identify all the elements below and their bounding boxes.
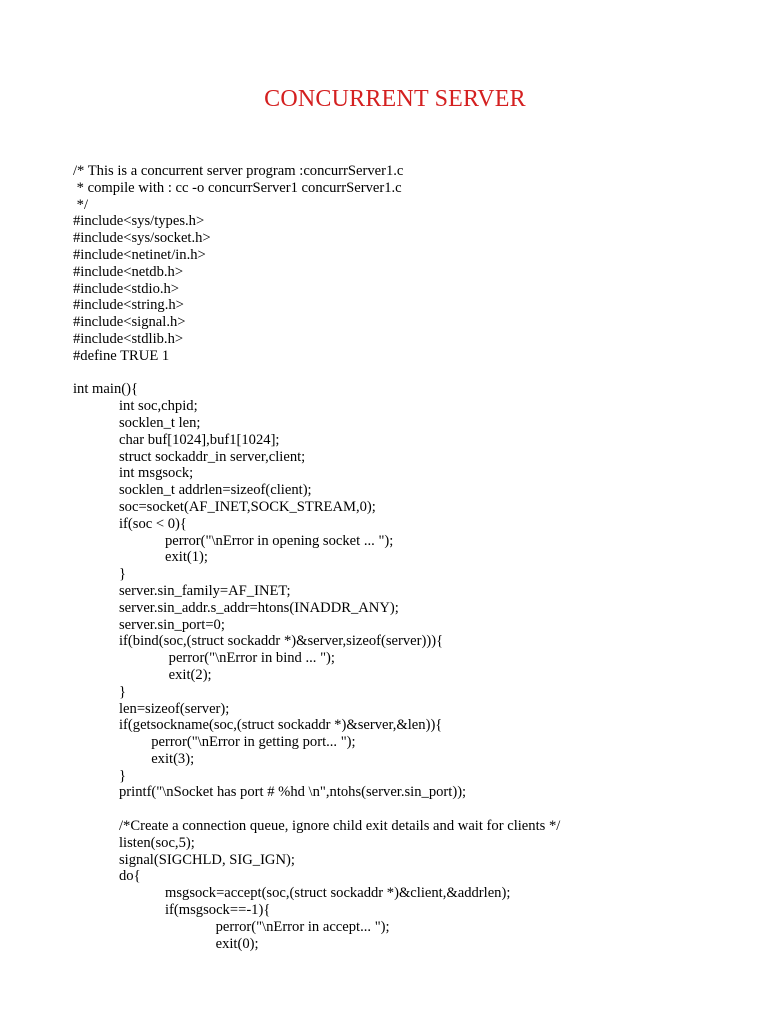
code-listing <box>73 163 753 952</box>
code-line <box>73 801 753 818</box>
code-line: do{ <box>119 868 141 885</box>
code-line: perror("\nError in accept... "); <box>215 918 390 935</box>
code-line: #include<stdlib.h> <box>73 330 184 347</box>
code-line: server.sin_family=AF_INET; <box>119 582 291 599</box>
code-line: perror("\nError in getting port... "); <box>151 734 356 751</box>
code-line: } <box>119 767 127 784</box>
code-line: if(getsockname(soc,(struct sockaddr *)&server,&len)){ <box>119 717 443 734</box>
code-line: /*Create a connection queue, ignore child exit details and wait for clients */ <box>119 818 561 835</box>
code-line: #include<signal.h> <box>73 314 186 331</box>
code-line: exit(0); <box>215 935 259 952</box>
code-line: #define TRUE 1 <box>73 347 170 364</box>
code-line: exit(3); <box>151 750 195 767</box>
code-line: */ <box>73 196 88 213</box>
code-line: exit(1); <box>165 549 208 566</box>
code-line: exit(2); <box>165 666 212 683</box>
code-line: #include<sys/types.h> <box>73 213 205 230</box>
code-line: perror("\nError in bind ... "); <box>165 650 335 667</box>
code-line: #include<sys/socket.h> <box>73 230 211 247</box>
code-line: socklen_t len; <box>119 414 201 431</box>
code-line: int msgsock; <box>119 465 194 482</box>
code-line: listen(soc,5); <box>119 834 195 851</box>
code-line: if(msgsock==-1){ <box>165 902 271 919</box>
code-line: } <box>119 566 127 583</box>
code-line: int main(){ <box>73 381 138 398</box>
code-line: soc=socket(AF_INET,SOCK_STREAM,0); <box>119 498 376 515</box>
code-line: len=sizeof(server); <box>119 700 230 717</box>
code-line: #include<stdio.h> <box>73 280 180 297</box>
code-line: char buf[1024],buf1[1024]; <box>119 431 280 448</box>
code-line: if(bind(soc,(struct sockaddr *)&server,sizeof(server))){ <box>119 633 444 650</box>
code-line: #include<netinet/in.h> <box>73 246 206 263</box>
code-line: server.sin_addr.s_addr=htons(INADDR_ANY); <box>119 599 399 616</box>
code-line: struct sockaddr_in server,client; <box>119 448 306 465</box>
code-line: #include<netdb.h> <box>73 263 184 280</box>
code-line: server.sin_port=0; <box>119 616 225 633</box>
code-line: #include<string.h> <box>73 297 184 314</box>
code-line: perror("\nError in opening socket ... "); <box>165 532 394 549</box>
code-line: int soc,chpid; <box>119 398 198 415</box>
code-line: signal(SIGCHLD, SIG_IGN); <box>119 851 295 868</box>
code-line: * compile with : cc -o concurrServer1 concurrServer1.c <box>73 179 402 196</box>
code-line: if(soc < 0){ <box>119 515 187 532</box>
code-line: /* This is a concurrent server program :concurrServer1.c <box>73 163 404 179</box>
code-line: msgsock=accept(soc,(struct sockaddr *)&client,&addrlen); <box>165 885 511 902</box>
page-title: CONCURRENT SERVER <box>264 86 526 112</box>
code-line: } <box>119 683 127 700</box>
code-line <box>73 365 753 382</box>
code-line: socklen_t addrlen=sizeof(client); <box>119 482 312 499</box>
code-line: printf("\nSocket has port # %hd \n",ntohs(server.sin_port)); <box>119 784 467 801</box>
